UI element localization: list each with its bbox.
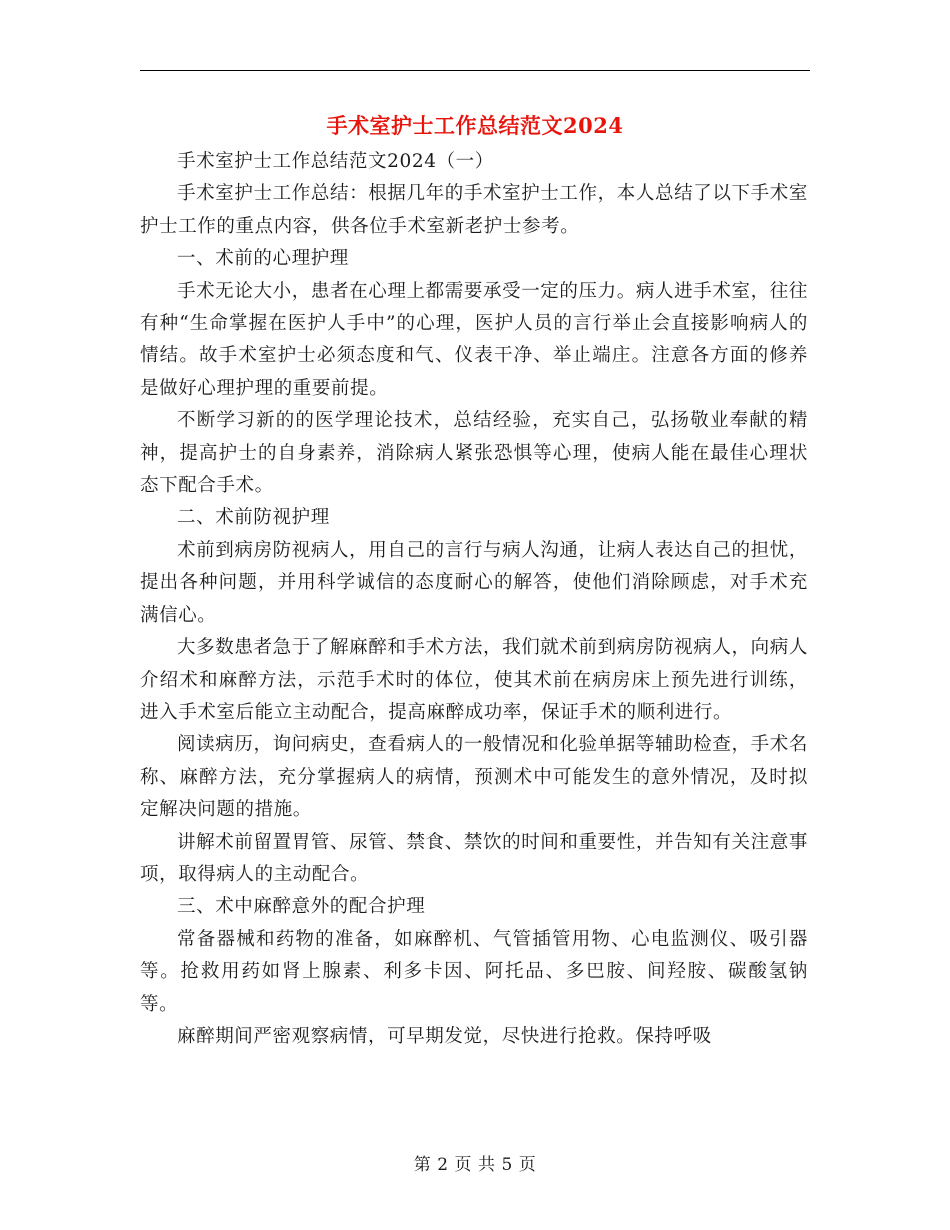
section-heading: 一、术前的心理护理 xyxy=(177,248,349,270)
paragraph: 讲解术前留置胃管、尿管、禁食、禁饮的时间和重要性，并告知有关注意事项，取得病人的主动配合。 xyxy=(140,831,808,885)
footer-prefix: 第 xyxy=(413,1155,432,1175)
section-heading: 三、术中麻醉意外的配合护理 xyxy=(177,896,426,918)
footer-page-number: 2 xyxy=(437,1155,449,1175)
paragraph: 手术室护士工作总结：根据几年的手术室护士工作，本人总结了以下手术室护士工作的重点内容，供各位手术室新老护士参考。 xyxy=(140,183,808,237)
header-rule xyxy=(140,70,810,71)
footer-total-pages: 5 xyxy=(501,1155,513,1175)
paragraph: 大多数患者急于了解麻醉和手术方法，我们就术前到病房防视病人，向病人介绍术和麻醉方法，示范手术时的体位，使其术前在病房床上预先进行训练，进入手术室后能立主动配合，提高麻醉成功率，保证手术的顺利进行。 xyxy=(140,637,808,723)
paragraph: 常备器械和药物的准备，如麻醉机、气管插管用物、心电监测仪、吸引器等。抢救用药如肾上腺素、利多卡因、阿托品、多巴胺、间羟胺、碳酸氢钠等。 xyxy=(140,928,808,1015)
section-heading: 二、术前防视护理 xyxy=(177,507,330,529)
document-body xyxy=(140,146,808,1053)
paragraph-subtitle: 手术室护士工作总结范文2024（一） xyxy=(177,151,494,172)
paragraph: 术前到病房防视病人，用自己的言行与病人沟通，让病人表达自己的担忧，提出各种问题，并用科学诚信的态度耐心的解答，使他们消除顾虑，对手术充满信心。 xyxy=(140,539,808,626)
paragraph: 不断学习新的的医学理论技术，总结经验，充实自己，弘扬敬业奉献的精神，提高护士的自身素养，消除病人紧张恐惧等心理，使病人能在最佳心理状态下配合手术。 xyxy=(140,410,808,497)
footer-suffix: 页 xyxy=(518,1155,537,1175)
paragraph: 阅读病历，询问病史，查看病人的一般情况和化验单据等辅助检查，手术名称、麻醉方法，充分掌握病人的病情，预测术中可能发生的意外情况，及时拟定解决问题的措施。 xyxy=(140,734,808,821)
paragraph: 手术无论大小，患者在心理上都需要承受一定的压力。病人进手术室，往往有种“生命掌握在医护人手中”的心理，医护人员的言行举止会直接影响病人的情结。故手术室护士必须态度和气、仪表干净、举止端庄。注意各方面的修养是做好心理护理的重要前提。 xyxy=(140,280,808,399)
page-footer xyxy=(0,1152,950,1178)
paragraph: 麻醉期间严密观察病情，可早期发觉，尽快进行抢救。保持呼吸 xyxy=(177,1025,712,1047)
footer-middle: 页 共 xyxy=(454,1155,496,1175)
document-title: 手术室护士工作总结范文2024 xyxy=(326,113,624,138)
